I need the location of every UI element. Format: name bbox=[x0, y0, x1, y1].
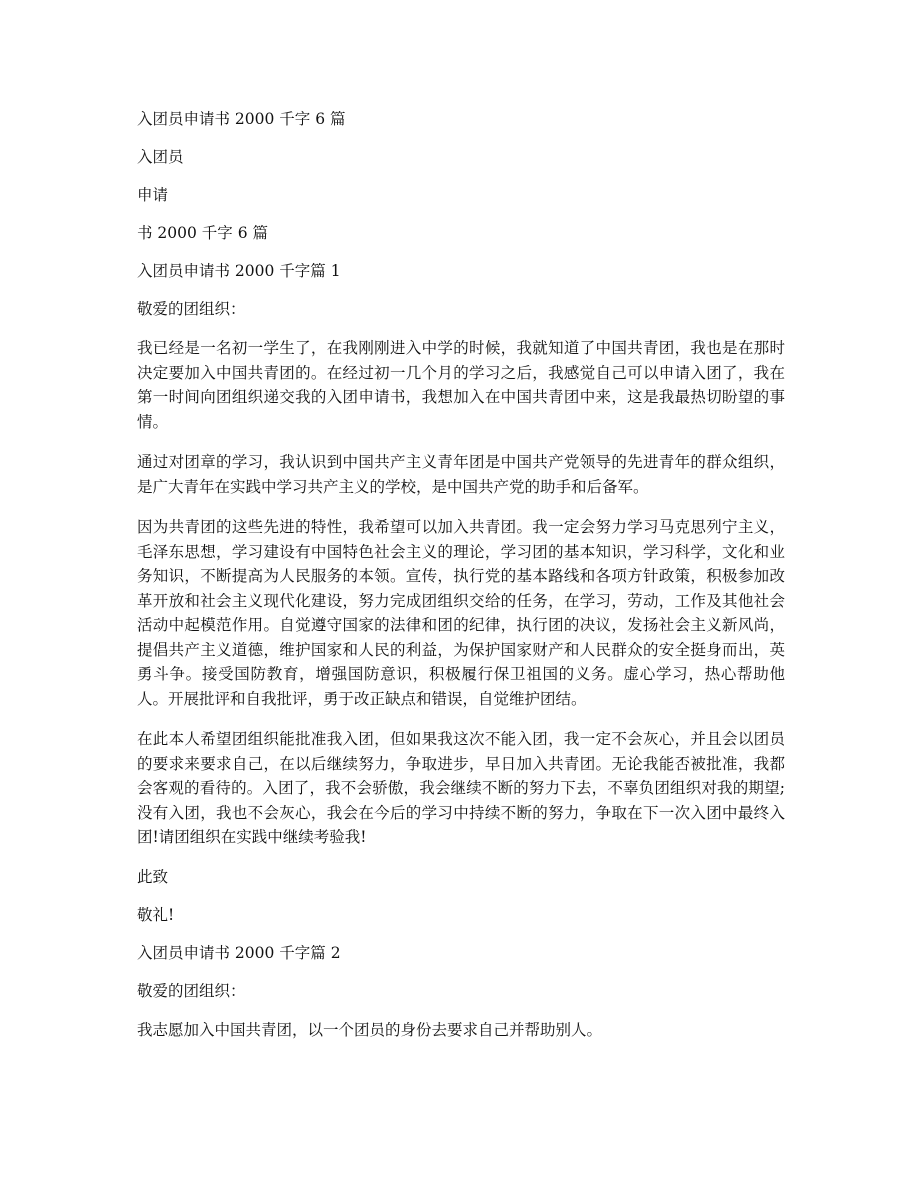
section-2-salutation: 敬爱的团组织： bbox=[137, 981, 246, 1000]
heading-part-2: 申请 bbox=[137, 186, 169, 204]
section-2-title: 入团员申请书 2000 千字篇 2 bbox=[137, 943, 341, 962]
heading-part-3: 书 2000 千字 6 篇 bbox=[137, 224, 269, 242]
section-1-closing-2: 敬礼! bbox=[137, 905, 175, 924]
document-content bbox=[137, 108, 785, 1058]
section-1-paragraph-1: 我已经是一名初一学生了，在我刚刚进入中学的时候，我就知道了中国共青团，我也是在那时决定要加入中国共青团的。在经过初一几个月的学习之后，我感觉自己可以申请入团了，我在第一时间向团组织递交我的入团申请书，我想加入在中国共青团中来，这是我最热切盼望的事情。 bbox=[137, 339, 785, 431]
section-1-paragraph-3: 因为共青团的这些先进的特性，我希望可以加入共青团。我一定会努力学习马克思列宁主义，毛泽东思想，学习建设有中国特色社会主义的理论，学习团的基本知识，学习科学，文化和业务知识，不断提高为人民服务的本领。宣传，执行党的基本路线和各项方针政策，积极参加改革开放和社会主义现代化建设，努力完成团组织交给的任务，在学习，劳动，工作及其他社会活动中起模范作用。自觉遵守国家的法律和团的纪律，执行团的决议，发扬社会主义新风尚，提倡共产主义道德，维护国家和人民的利益，为保护国家财产和人民群众的安全挺身而出，英勇斗争。接受国防教育，增强国防意识，积极履行保卫祖国的义务。虚心学习，热心帮助他人。开展批评和自我批评，勇于改正缺点和错误，自觉维护团结。 bbox=[137, 518, 785, 708]
section-1-closing-1: 此致 bbox=[137, 867, 169, 886]
section-1-title: 入团员申请书 2000 千字篇 1 bbox=[137, 262, 341, 280]
section-1-paragraph-4: 在此本人希望团组织能批准我入团，但如果我这次不能入团，我一定不会灰心，并且会以团员的要求来要求自己，在以后继续努力，争取进步，早日加入共青团。无论我能否被批准，我都会客观的看待的。入团了，我不会骄傲，我会继续不断的努力下去，不辜负团组织对我的期望;没有入团，我也不会灰心，我会在今后的学习中持续不断的努力，争取在下一次入团中最终入团!请团组织在实践中继续考验我! bbox=[137, 730, 785, 846]
section-1-salutation: 敬爱的团组织： bbox=[137, 300, 246, 318]
section-2-paragraph-1: 我志愿加入中国共青团，以一个团员的身份去要求自己并帮助别人。 bbox=[137, 1020, 603, 1039]
heading-part-1: 入团员 bbox=[137, 148, 184, 166]
section-1-paragraph-2: 通过对团章的学习，我认识到中国共产主义青年团是中国共产党领导的先进青年的群众组织，是广大青年在实践中学习共产主义的学校，是中国共产党的助手和后备军。 bbox=[137, 453, 785, 496]
document-title: 入团员申请书 2000 千字 6 篇 bbox=[137, 110, 346, 128]
